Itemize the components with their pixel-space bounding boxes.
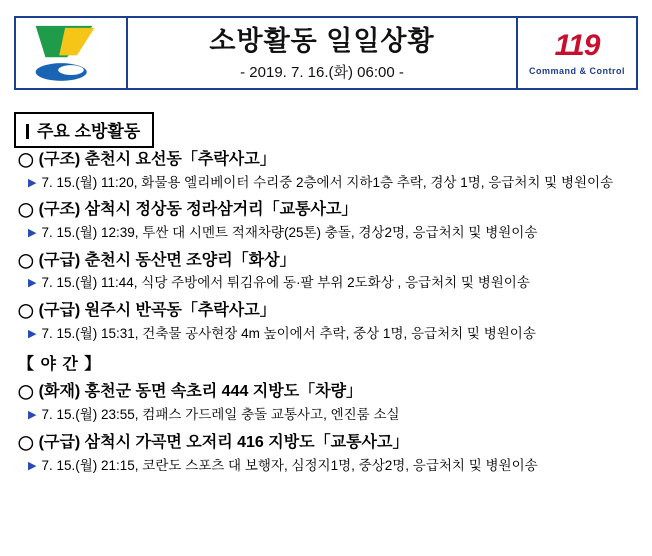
- entry-detail: [18, 457, 642, 475]
- triangle-marker-icon: ▶: [28, 459, 37, 472]
- entry-title: [18, 150, 642, 171]
- title-block: [128, 18, 516, 88]
- activity-list: [18, 150, 642, 483]
- entry-title-text: (구급) 춘천시 동산면 조양리「화상」: [38, 251, 296, 269]
- list-item: [18, 382, 642, 423]
- entry-detail-text: 7. 15.(월) 12:39, 투싼 대 시멘트 적재차량(25톤) 충돌, 경상2명, 응급처치 및 병원이송: [41, 225, 538, 241]
- gangwon-emblem-icon: [16, 18, 126, 87]
- triangle-marker-icon: ▶: [28, 277, 37, 290]
- entry-detail: [18, 174, 642, 192]
- entry-detail: [18, 274, 642, 292]
- entry-title: [18, 200, 642, 221]
- circle-marker-icon: ◯: [18, 251, 34, 268]
- list-item: [18, 200, 642, 241]
- entry-detail-text: 7. 15.(월) 11:20, 화물용 엘리베이터 수리중 2층에서 지하1층 추락, 경상 1명, 응급처치 및 병원이송: [41, 174, 614, 190]
- list-item: [18, 433, 642, 474]
- circle-marker-icon: ◯: [18, 383, 34, 400]
- header-banner: [14, 16, 638, 90]
- entry-title: [18, 301, 642, 322]
- entry-detail-text: 7. 15.(월) 11:44, 식당 주방에서 튀김유에 동·팔 부위 2도화상 , 응급처치 및 병원이송: [41, 275, 530, 291]
- section-heading: [14, 112, 154, 148]
- circle-marker-icon: ◯: [18, 433, 34, 450]
- triangle-marker-icon: ▶: [28, 176, 37, 189]
- section-heading-label: 주요 소방활동: [37, 122, 141, 141]
- brand-block: [516, 18, 636, 88]
- triangle-marker-icon: ▶: [28, 327, 37, 340]
- entry-detail: [18, 224, 642, 242]
- circle-marker-icon: ◯: [18, 151, 34, 167]
- entry-detail: [18, 406, 642, 424]
- triangle-marker-icon: ▶: [28, 409, 37, 422]
- night-section-heading: 【 야 간 】: [18, 356, 102, 374]
- list-item: [18, 251, 642, 292]
- list-item: [18, 150, 642, 191]
- agency-logo: [16, 18, 128, 88]
- entry-detail-text: 7. 15.(월) 21:15, 코란도 스포츠 대 보행자, 심정지1명, 중상2명, 응급처치 및 병원이송: [41, 457, 538, 473]
- entry-title-text: (구급) 삼척시 가곡면 오저리 416 지방도「교통사고」: [38, 433, 409, 451]
- report-date: - 2019. 7. 16.(화) 06:00 -: [240, 64, 404, 82]
- page-title: 소방활동 일일상황: [209, 25, 435, 56]
- brand-119-icon: 119: [554, 28, 600, 62]
- brand-subtitle: Command & Control: [529, 65, 625, 76]
- entry-title: [18, 433, 642, 454]
- circle-marker-icon: ◯: [18, 201, 34, 218]
- entry-title-text: (구급) 원주시 반곡동「추락사고」: [38, 302, 276, 320]
- entry-title: [18, 251, 642, 272]
- triangle-marker-icon: ▶: [28, 227, 37, 240]
- entry-title-text: (구조) 춘천시 요선동「추락사고」: [38, 151, 276, 168]
- list-item: [18, 301, 642, 342]
- entry-detail-text: 7. 15.(월) 15:31, 건축물 공사현장 4m 높이에서 추락, 중상 1명, 응급처치 및 병원이송: [41, 325, 536, 341]
- entry-detail-text: 7. 15.(월) 23:55, 컴패스 가드레일 충돌 교통사고, 엔진룸 소실: [41, 407, 400, 423]
- entry-title: [18, 382, 642, 403]
- entry-detail: [18, 325, 642, 343]
- circle-marker-icon: ◯: [18, 302, 34, 319]
- entry-title-text: (화재) 홍천군 동면 속초리 444 지방도「차량」: [38, 383, 363, 401]
- entry-title-text: (구조) 삼척시 정상동 정라삼거리「교통사고」: [38, 201, 358, 219]
- heading-bar-icon: [26, 124, 29, 139]
